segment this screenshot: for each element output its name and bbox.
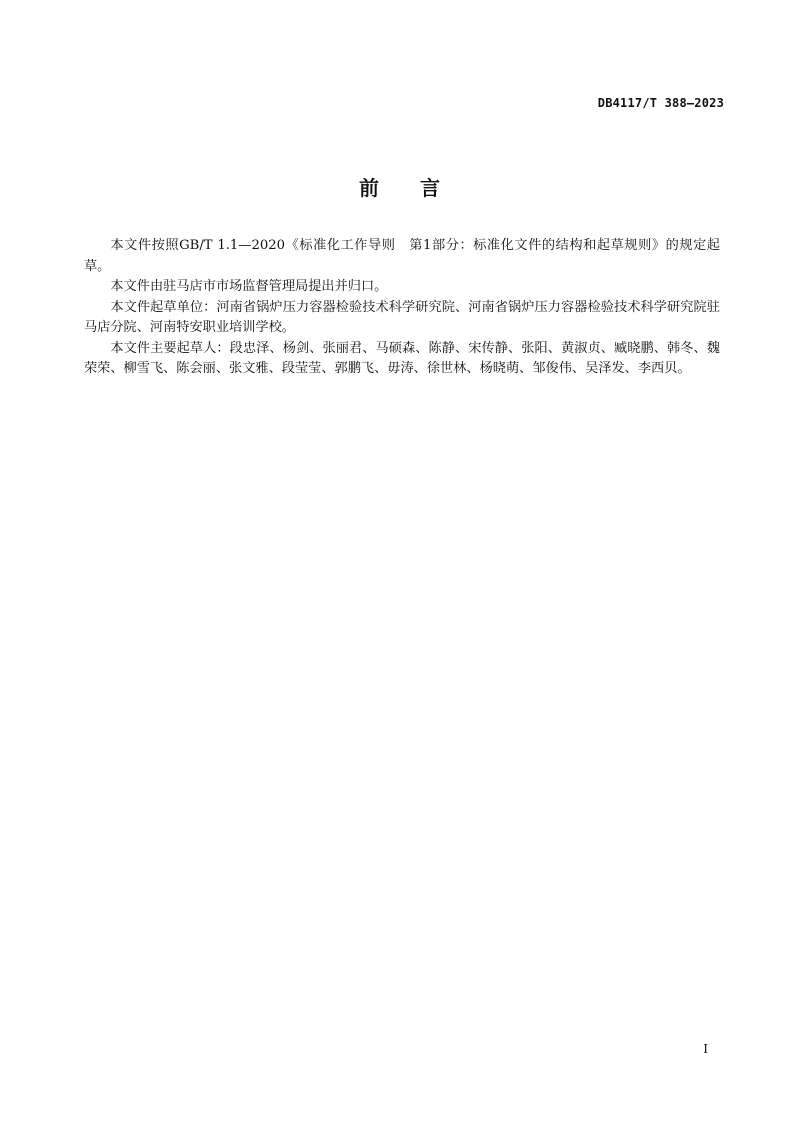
page-title-char-1: 前 <box>359 176 380 200</box>
document-code: DB4117/T 388—2023 <box>597 96 724 110</box>
paragraph-proposer: 本文件由驻马店市市场监督管理局提出并归口。 <box>110 279 388 294</box>
paragraph-drafting-units: 本文件起草单位：河南省锅炉压力容器检验技术科学研究院、河南省锅炉压力容器检验技术科学研究院驻马店分院、河南特安职业培训学校。 <box>84 299 720 335</box>
page-number: I <box>703 1042 708 1056</box>
page-title-char-2: 言 <box>420 176 441 200</box>
paragraph-drafters: 本文件主要起草人：段忠泽、杨剑、张丽君、马硕森、陈静、宋传静、张阳、黄淑贞、臧晓鹏、韩冬、魏荣荣、柳雪飞、陈会丽、张文雅、段莹莹、郭鹏飞、毋涛、徐世林、杨晓萌、邹俊伟、吴泽发、李西贝。 <box>84 340 720 376</box>
paragraph-drafting-rules: 本文件按照GB/T 1.1—2020《标准化工作导则 第1部分：标准化文件的结构和起草规则》的规定起草。 <box>84 238 720 274</box>
foreword-body <box>84 236 720 380</box>
page-title <box>0 172 800 201</box>
